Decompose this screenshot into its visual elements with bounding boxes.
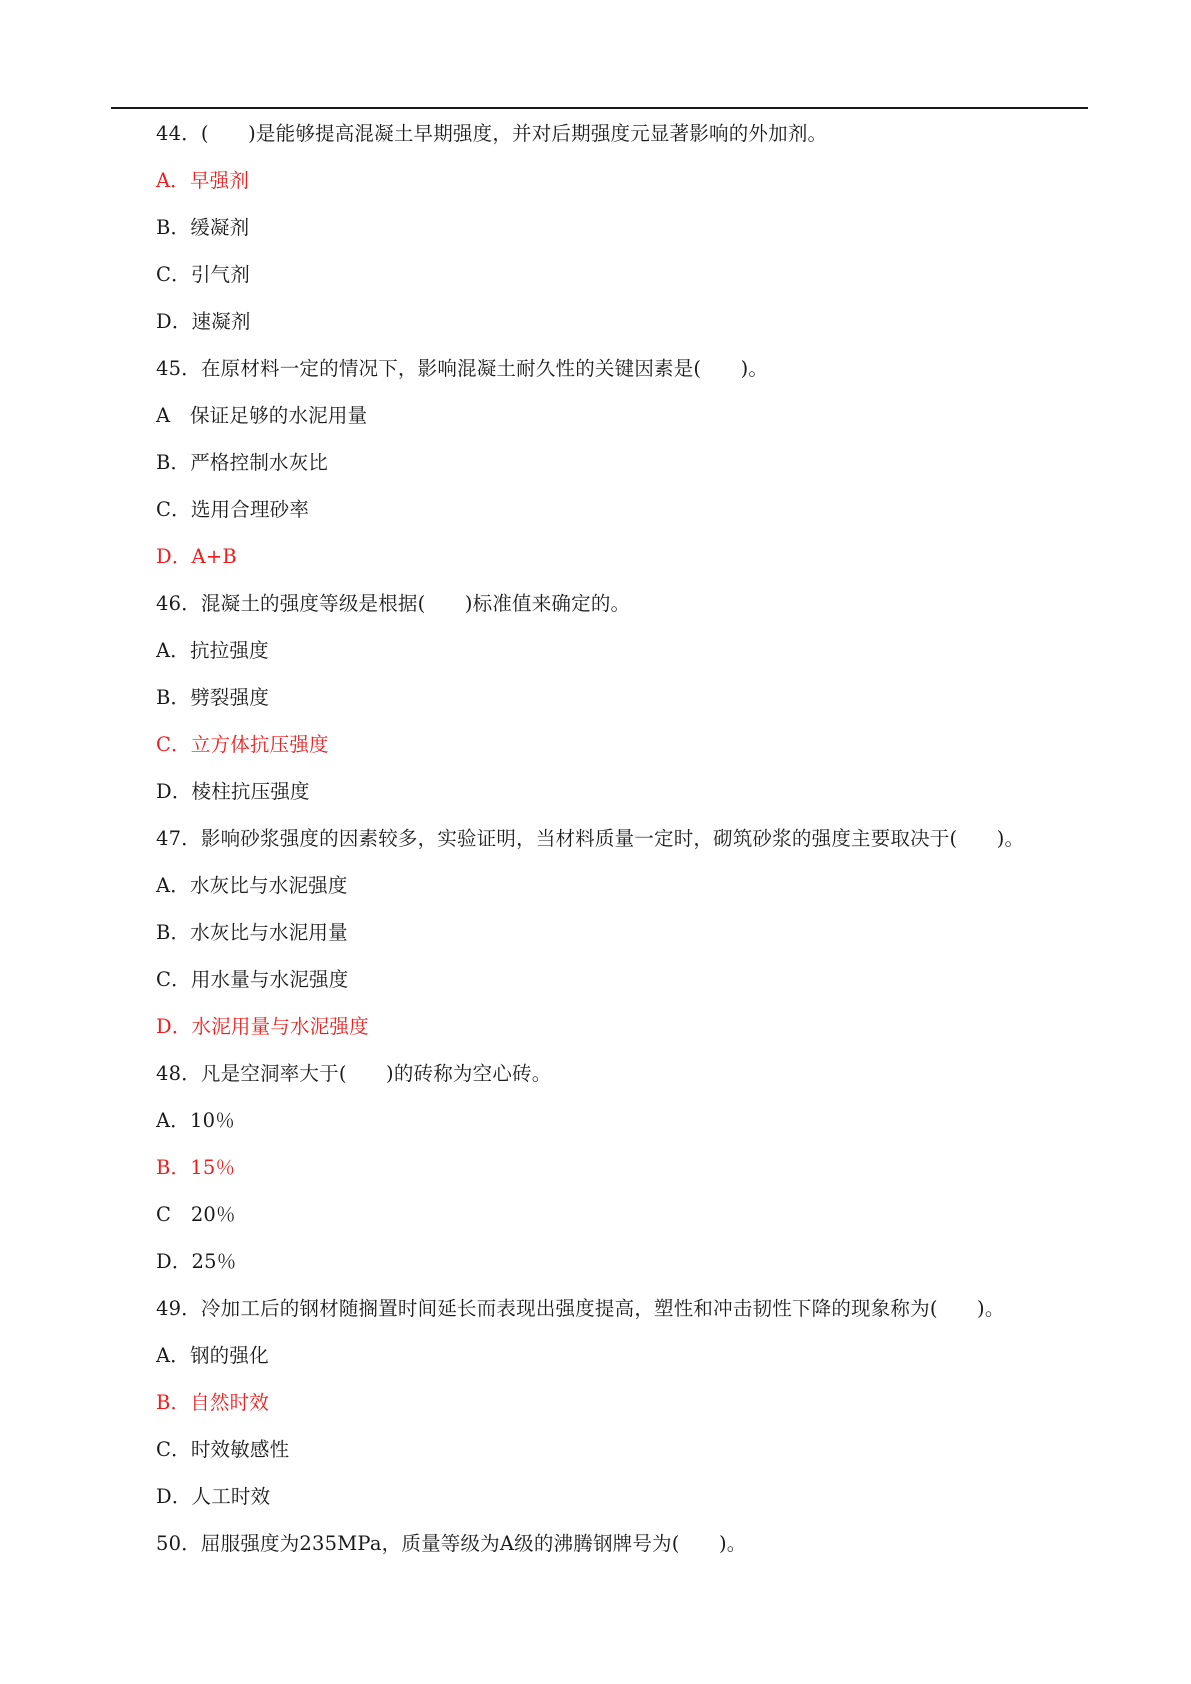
- option: B．缓凝剂: [156, 216, 250, 239]
- option: D．速凝剂: [156, 310, 251, 333]
- option-correct: B．自然时效: [156, 1391, 270, 1414]
- question-stem: 44．( )是能够提高混凝土早期强度，并对后期强度元显著影响的外加剂。: [156, 122, 828, 145]
- option: C．引气剂: [156, 263, 250, 286]
- option: A．水灰比与水泥强度: [156, 874, 348, 897]
- option: A．10％: [156, 1109, 235, 1132]
- question-stem: 45．在原材料一定的情况下，影响混凝土耐久性的关键因素是( )。: [156, 357, 769, 380]
- option-correct: A．早强剂: [156, 169, 250, 192]
- option-correct: C．立方体抗压强度: [156, 733, 329, 756]
- option: A．抗拉强度: [156, 639, 269, 662]
- option: B．严格控制水灰比: [156, 451, 329, 474]
- option: D．人工时效: [156, 1485, 271, 1508]
- option-correct: B．15％: [156, 1156, 236, 1179]
- option: C．时效敏感性: [156, 1438, 290, 1461]
- header-rule: [111, 107, 1088, 109]
- option: B．水灰比与水泥用量: [156, 921, 348, 944]
- option: C．用水量与水泥强度: [156, 968, 349, 991]
- option: C．选用合理砂率: [156, 498, 310, 521]
- option: C 20％: [156, 1203, 236, 1226]
- question-stem: 48．凡是空洞率大于( )的砖称为空心砖。: [156, 1062, 552, 1085]
- option: A 保证足够的水泥用量: [156, 404, 368, 427]
- option: A．钢的强化: [156, 1344, 269, 1367]
- question-stem: 46．混凝土的强度等级是根据( )标准值来确定的。: [156, 592, 631, 615]
- option-correct: D．水泥用量与水泥强度: [156, 1015, 369, 1038]
- option: D．25％: [156, 1250, 237, 1273]
- option: D．棱柱抗压强度: [156, 780, 310, 803]
- question-stem: 49．冷加工后的钢材随搁置时间延长而表现出强度提高，塑性和冲击韧性下降的现象称为( )。: [156, 1297, 1005, 1320]
- option: B．劈裂强度: [156, 686, 270, 709]
- question-list: [156, 119, 1096, 1576]
- question-stem: 50．屈服强度为235MPa，质量等级为A级的沸腾钢牌号为( )。: [156, 1532, 747, 1555]
- question-stem: 47．影响砂浆强度的因素较多，实验证明，当材料质量一定时，砌筑砂浆的强度主要取决于( )。: [156, 827, 1025, 850]
- option-correct: D．A+B: [156, 545, 237, 568]
